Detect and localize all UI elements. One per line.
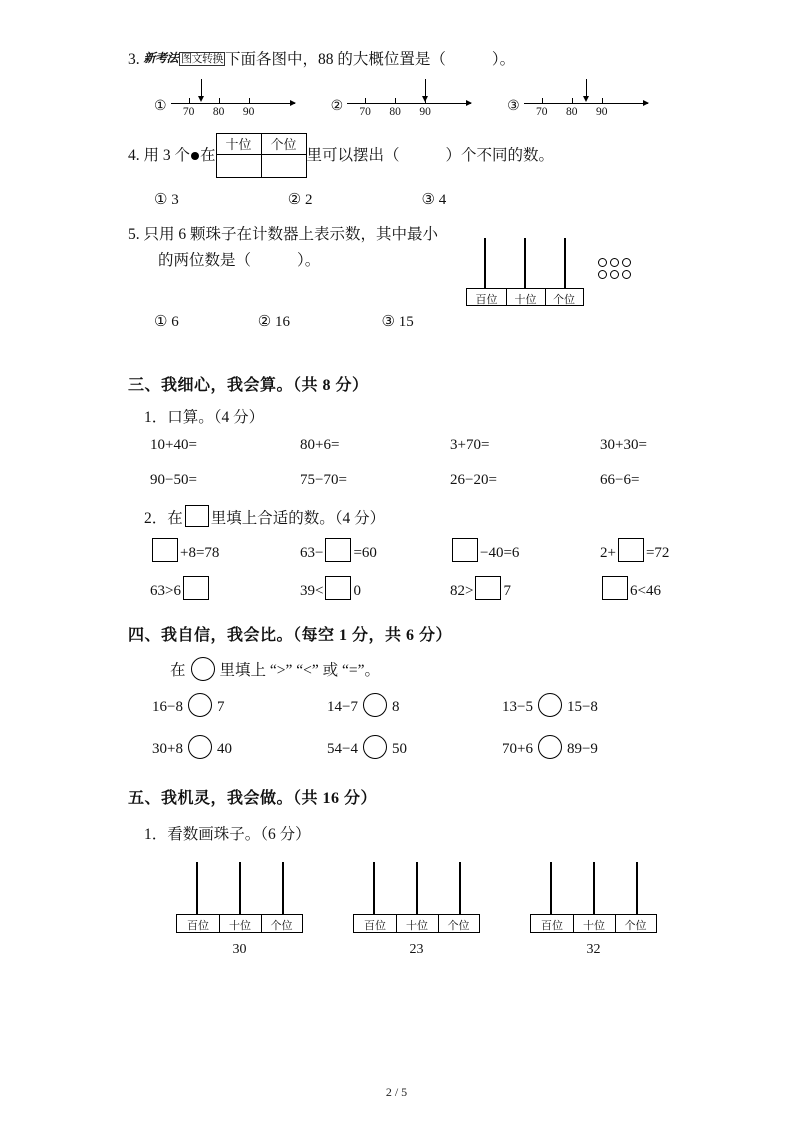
- rod-tens: [524, 238, 526, 288]
- compare-left: 70+6: [502, 740, 533, 757]
- compare-left: 16−8: [152, 698, 183, 715]
- comparison-item: [327, 735, 502, 759]
- counter-number-2: 23: [409, 941, 424, 957]
- base-label-hundreds: 百位: [541, 919, 563, 932]
- number-line-graph-2: [347, 77, 471, 123]
- number-line-option-2[interactable]: [331, 77, 472, 123]
- bead: [610, 270, 619, 279]
- question-3-text: [128, 48, 673, 71]
- comparison-item: [502, 693, 677, 717]
- section-3-title: 三、我细心，我会算。（共 8 分）: [128, 376, 369, 394]
- inline-answer-box[interactable]: [185, 505, 209, 527]
- fill-item-6: [300, 576, 450, 600]
- base-label-ones: 个位: [624, 919, 647, 932]
- fill-item-2: [300, 538, 450, 562]
- base-label-tens: 十位: [229, 919, 251, 932]
- compare-left: 13−5: [502, 698, 533, 715]
- abacus-counter-1[interactable]: [176, 862, 306, 952]
- page-content: [128, 48, 673, 966]
- compare-circle[interactable]: [363, 735, 387, 759]
- answer-box[interactable]: [325, 538, 351, 562]
- bead: [598, 258, 607, 267]
- tick-label-3: 90: [595, 106, 608, 119]
- compare-left: 30+8: [152, 740, 183, 757]
- abacus-counter-3[interactable]: [530, 862, 660, 952]
- number-line-option-3[interactable]: [507, 77, 648, 123]
- tick-label-1: 70: [182, 106, 195, 119]
- tick-2: [395, 98, 396, 104]
- calc-item: 75−70=: [300, 471, 347, 488]
- question-5-line2: [128, 249, 673, 272]
- number-line-options: [128, 77, 673, 123]
- section-4-instruction: [128, 657, 673, 681]
- comparison-item: [327, 693, 502, 717]
- rod-hundreds: [196, 862, 198, 914]
- instruction-before: 在: [170, 661, 186, 679]
- tick-1: [542, 98, 543, 104]
- instruction-after: 里填上 “>” “<” 或 “=”。: [219, 661, 381, 679]
- bead: [610, 258, 619, 267]
- calc-item: 26−20=: [450, 471, 497, 488]
- pointer-arrow-2: [425, 79, 426, 97]
- tick-3: [602, 98, 603, 104]
- circle-blank-icon[interactable]: [191, 657, 215, 681]
- bead: [622, 270, 631, 279]
- q5-choice-1[interactable]: ① 6: [154, 313, 179, 330]
- question-5-line1: [128, 223, 673, 246]
- q5-choice-3[interactable]: ③ 15: [381, 313, 414, 330]
- q4-choice-2[interactable]: ② 2: [287, 192, 313, 209]
- question-5-figure-area: [128, 274, 673, 352]
- tick-label-1: 70: [359, 106, 371, 119]
- section-3-q2-title: [128, 505, 673, 528]
- question-4-mid: 在: [200, 147, 216, 165]
- question-5-choices: [128, 312, 482, 331]
- tick-1: [365, 98, 366, 104]
- compare-circle[interactable]: [538, 735, 562, 759]
- compare-right: 40: [216, 740, 232, 757]
- abacus-base: [466, 288, 584, 306]
- comparison-item: [502, 735, 677, 759]
- answer-box[interactable]: [325, 576, 351, 600]
- base-label-tens: 十位: [583, 919, 605, 932]
- compare-circle[interactable]: [538, 693, 562, 717]
- fill-text: 2+: [600, 544, 616, 561]
- answer-box[interactable]: [452, 538, 478, 562]
- fill-in-blank-grid: [128, 538, 673, 600]
- base-label-ones: 个位: [270, 919, 293, 932]
- compare-right: 7: [216, 698, 225, 715]
- page-footer: 2 / 5: [385, 1085, 408, 1099]
- answer-box[interactable]: [602, 576, 628, 600]
- abacus-counter: [466, 238, 586, 318]
- tick-3: [425, 98, 426, 104]
- base-label-ones: 个位: [553, 293, 575, 306]
- fill-item-8: [600, 576, 730, 600]
- loose-beads: [598, 258, 648, 294]
- rod-ones: [564, 238, 566, 288]
- cell-ones[interactable]: [261, 155, 306, 178]
- fill-text: 6<46: [630, 582, 661, 599]
- answer-box[interactable]: [618, 538, 644, 562]
- fill-text: 0: [353, 582, 361, 599]
- option-3-label: ③: [507, 99, 520, 115]
- compare-left: 54−4: [327, 740, 358, 757]
- question-3-tail: ）。: [491, 51, 516, 68]
- fill-text: 7: [503, 582, 511, 599]
- compare-circle[interactable]: [188, 735, 212, 759]
- q5-choice-2[interactable]: ② 16: [257, 313, 290, 330]
- abacus-counter-2[interactable]: [353, 862, 483, 952]
- answer-box[interactable]: [152, 538, 178, 562]
- header-ones: 个位: [261, 134, 306, 155]
- tick-2: [572, 98, 573, 104]
- q2-title-before: 2．在: [144, 509, 183, 527]
- section-5-title: 五、我机灵，我会做。（共 16 分）: [128, 789, 378, 807]
- fill-item-3: [450, 538, 600, 562]
- question-5-number: 5.: [128, 226, 140, 244]
- compare-circle[interactable]: [188, 693, 212, 717]
- answer-box[interactable]: [475, 576, 501, 600]
- question-3-number: 3.: [128, 51, 140, 68]
- tick-3: [249, 98, 250, 104]
- base-label-tens: 十位: [406, 919, 428, 932]
- question-4-after: 里可以摆出（: [306, 147, 400, 165]
- tick-label-3: 90: [419, 106, 431, 119]
- fill-text: 63>6: [150, 582, 181, 599]
- question-5-text2: 的两位数是（: [158, 251, 252, 269]
- comparison-item: [152, 735, 327, 759]
- compare-right: 89−9: [566, 740, 598, 757]
- calc-item: 10+40=: [150, 436, 197, 453]
- section-3-q1-title: 1．口算。（4 分）: [144, 408, 265, 426]
- question-3-body: 下面各图中，88 的大概位置是（: [225, 51, 446, 68]
- rod-ones: [636, 862, 638, 914]
- rod-hundreds: [373, 862, 375, 914]
- option-2-label: ②: [330, 99, 344, 115]
- calc-item: 80+6=: [300, 436, 340, 453]
- rod-tens: [593, 862, 595, 914]
- fill-text: −40=6: [480, 544, 520, 561]
- tick-label-1: 70: [535, 106, 548, 119]
- fill-text: 39<: [300, 582, 324, 599]
- rod-tens: [416, 862, 418, 914]
- fill-text: 82>: [450, 582, 474, 599]
- compare-right: 8: [391, 698, 400, 715]
- tick-2: [219, 98, 220, 104]
- counter-number-3: 32: [586, 941, 601, 957]
- question-4-choices: [128, 190, 673, 209]
- fill-item-5: [150, 576, 300, 600]
- question-4-text: [128, 133, 673, 178]
- pointer-arrow-3: [586, 79, 587, 97]
- fill-item-1: [150, 538, 300, 562]
- draw-beads-counters: [128, 856, 673, 966]
- option-1-label: ①: [154, 99, 167, 115]
- abacus-base-1: [176, 914, 303, 933]
- oral-calculation-grid: [128, 437, 673, 489]
- calc-item: 30+30=: [600, 436, 647, 453]
- number-line-graph-1: [171, 77, 295, 123]
- question-5-text1: 只用 6 颗珠子在计数器上表示数，其中最小: [143, 226, 439, 244]
- tick-1: [189, 98, 190, 104]
- question-4-end: ）个不同的数。: [445, 147, 555, 165]
- base-label-hundreds: 百位: [475, 293, 498, 306]
- question-4-number: 4.: [128, 147, 140, 165]
- rod-ones: [282, 862, 284, 914]
- fill-text: =72: [645, 544, 670, 561]
- abacus-base-2: [353, 914, 480, 933]
- fill-item-4: [600, 538, 730, 562]
- bead: [598, 270, 607, 279]
- calc-item: 90−50=: [150, 471, 197, 488]
- base-label-hundreds: 百位: [187, 919, 209, 932]
- rod-tens: [239, 862, 241, 914]
- abacus-base-3: [530, 914, 657, 933]
- tick-label-3: 90: [242, 106, 255, 119]
- answer-box[interactable]: [183, 576, 209, 600]
- section-4-title: 四、我自信，我会比。（每空 1 分，共 6 分）: [128, 626, 453, 644]
- cell-tens[interactable]: [216, 155, 261, 178]
- q2-title-after: 里填上合适的数。（4 分）: [210, 509, 386, 527]
- tick-label-2: 80: [389, 106, 401, 119]
- number-line-option-1[interactable]: [154, 77, 295, 123]
- rod-ones: [459, 862, 461, 914]
- fill-text: 63−: [300, 544, 324, 561]
- new-method-tag: 新考法 图文转换: [143, 51, 224, 65]
- comparison-grid: [128, 693, 673, 759]
- q4-choice-3[interactable]: ③ 4: [421, 192, 447, 209]
- black-dot-icon: [191, 152, 199, 160]
- pointer-arrow-1: [201, 79, 202, 97]
- section-5-q1-title: 1．看数画珠子。（6 分）: [144, 825, 311, 843]
- number-line-graph-3: [524, 77, 648, 123]
- tick-label-2: 80: [565, 106, 578, 119]
- fill-item-7: [450, 576, 600, 600]
- base-label-tens: 十位: [514, 293, 537, 306]
- header-tens: 十位: [216, 134, 261, 155]
- q4-choice-1[interactable]: ① 3: [154, 192, 179, 209]
- place-value-table: [216, 133, 307, 178]
- calc-item: 3+70=: [450, 436, 490, 453]
- comparison-item: [152, 693, 327, 717]
- question-5-text2-after: ）。: [297, 251, 321, 269]
- counter-number-1: 30: [232, 941, 247, 957]
- tick-label-2: 80: [212, 106, 225, 119]
- base-label-hundreds: 百位: [364, 919, 386, 932]
- calc-item: 66−6=: [600, 471, 640, 488]
- compare-right: 50: [391, 740, 407, 757]
- bead: [622, 258, 631, 267]
- compare-circle[interactable]: [363, 693, 387, 717]
- compare-right: 15−8: [566, 698, 598, 715]
- base-label-ones: 个位: [447, 919, 470, 932]
- fill-text: +8=78: [180, 544, 220, 561]
- question-4-before: 用 3 个: [143, 147, 191, 165]
- fill-text: =60: [353, 544, 377, 561]
- rod-hundreds: [550, 862, 552, 914]
- rod-hundreds: [484, 238, 486, 288]
- compare-left: 14−7: [327, 698, 358, 715]
